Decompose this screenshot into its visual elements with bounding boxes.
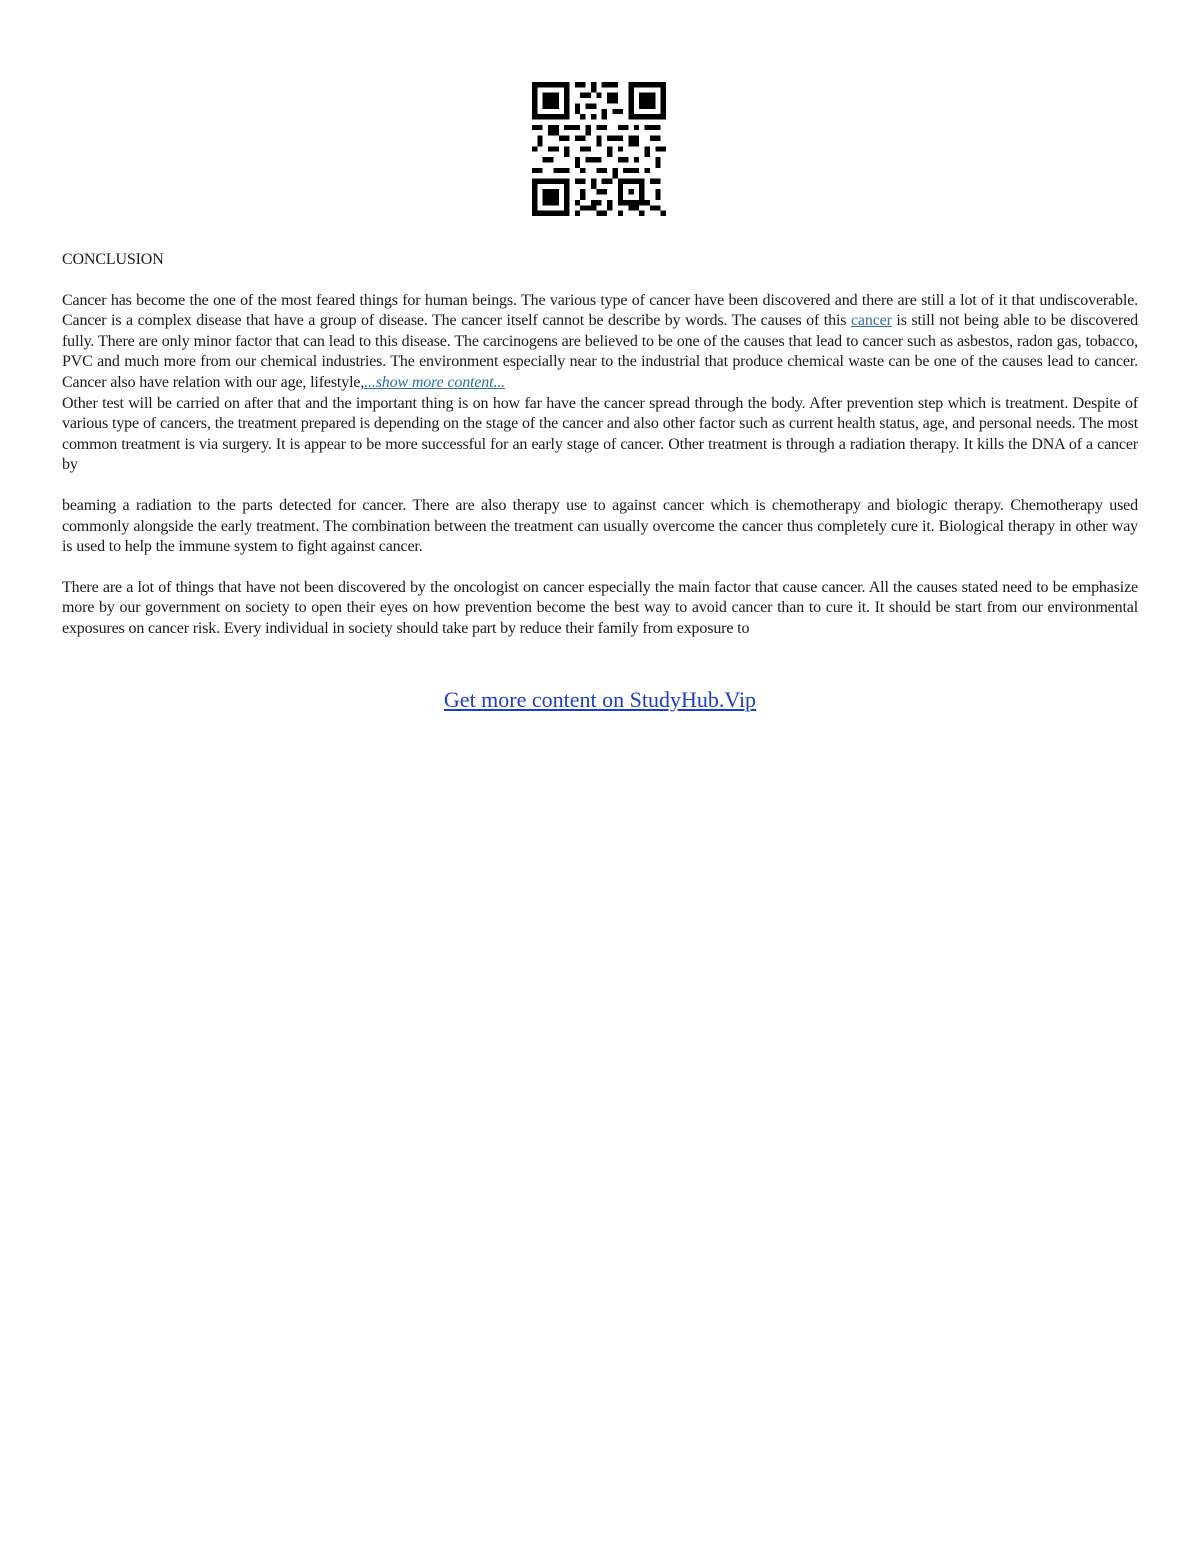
qr-code-icon bbox=[532, 82, 666, 216]
paragraph-prevention: There are a lot of things that have not been discovered by the oncologist on cancer especially the main factor that cause cancer. All the causes stated need to be emphasize more by our government on society to open their eyes on how prevention become the best way to avoid cancer than to cure it. It should be start from our environmental exposures on cancer risk. Every individual in society should take part by reduce their family from exposure to bbox=[62, 578, 1138, 637]
section-heading: CONCLUSION bbox=[62, 251, 164, 268]
paragraph-intro bbox=[62, 291, 1138, 394]
paragraph-therapy: beaming a radiation to the parts detected for cancer. There are also therapy use to against cancer which is chemotherapy and biologic therapy. Chemotherapy used commonly alongside the early treatment. The combination between the treatment can usually overcome the cancer thus completely cure it. Biological therapy in other way is used to help the immune system to fight against cancer. bbox=[62, 496, 1138, 556]
cancer-link[interactable]: cancer bbox=[850, 312, 892, 330]
paragraph-intro-text-a: Cancer has become the one of the most feared things for human beings. The various type of cancer have been discovered and there are still a lot of it that undiscoverable. Cancer is a complex disease that have a group of disease. The cancer itself cannot be describe by words. The causes of this bbox=[62, 291, 1138, 330]
paragraph-intro-text-b: is still not being able to be discovered fully. There are only minor factor that can lead to this disease. The carcinogens are believed to be one of the causes that lead to cancer such as asbestos, radon gas, tobacco, PVC and much more from our chemical industries. The environment especially near to the industrial that produce chemical waste can be one of the causes lead to cancer. Cancer also have relation with our age, lifestyle, bbox=[62, 312, 1138, 391]
footer bbox=[0, 686, 1200, 714]
paragraph-treatment: Other test will be carried on after that and the important thing is on how far have the cancer spread through the body. After prevention step which is treatment. Despite of various type of cancers, the treatment prepared is depending on the stage of the cancer and also other factor such as current health status, age, and personal needs. The most common treatment is via surgery. It is appear to be more successful for an early stage of cancer. Other treatment is through a radiation therapy. It kills the DNA of a cancer by bbox=[62, 394, 1138, 474]
document-body bbox=[62, 250, 1138, 640]
show-more-content-link[interactable]: ...show more content... bbox=[364, 373, 506, 391]
studyhub-link[interactable]: Get more content on StudyHub.Vip bbox=[443, 687, 757, 712]
